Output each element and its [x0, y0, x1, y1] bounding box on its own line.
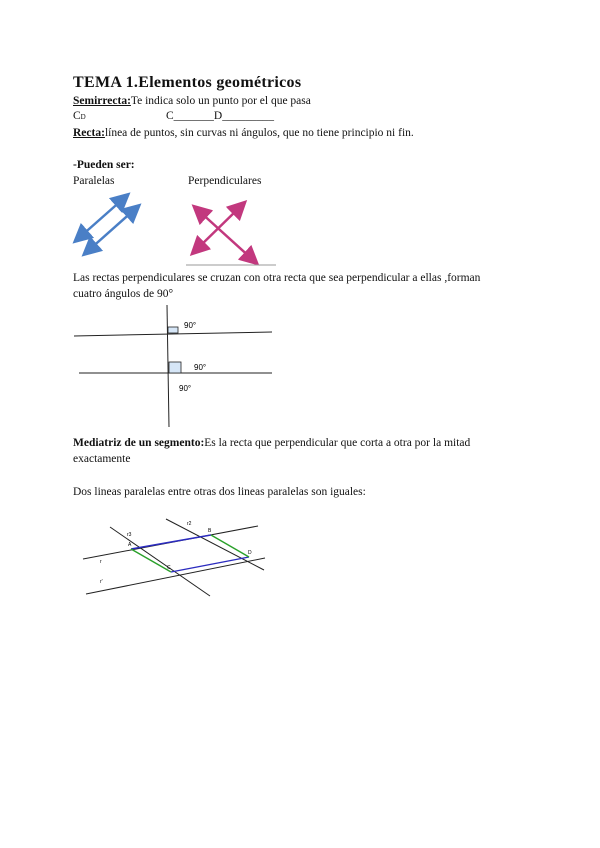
mediatriz-text: Es la recta que perpendicular que corta a otra por la mitad	[204, 437, 471, 449]
line-r2-label: r2	[187, 521, 192, 527]
paralelas-label: Paralelas	[73, 175, 115, 187]
green-segment-bd	[211, 535, 249, 557]
angle-label-3: 90°	[179, 384, 192, 393]
perpendiculares-label: Perpendiculares	[188, 175, 262, 187]
line-r3-label: r3	[127, 532, 132, 538]
c-letter: C	[73, 110, 81, 122]
dos-lineas-text: Dos lineas paralelas entre otras dos lineas paralelas son iguales:	[73, 486, 366, 498]
point-b-label: B	[208, 528, 212, 534]
segment-cd-line: C_______D_________	[166, 110, 274, 122]
d-subscript: D	[80, 113, 86, 121]
line-r-prime	[86, 558, 265, 594]
semirrecta-text: Te indica solo un punto por el que pasa	[130, 95, 311, 107]
mediatriz-label: Mediatriz de un segmento:	[73, 437, 205, 449]
mediatriz-text-2: exactamente	[73, 453, 131, 465]
point-d-label: D	[248, 550, 252, 556]
pueden-ser-heading: -Pueden ser:	[73, 159, 135, 171]
point-c-label: C	[167, 565, 171, 571]
point-a-label: A	[128, 542, 132, 548]
angle-label-2: 90°	[194, 363, 207, 372]
semirrecta-label: Semirrecta:	[73, 95, 131, 107]
page-title: TEMA 1.Elementos geométricos	[73, 74, 302, 91]
perpendiculares-text-2: cuatro ángulos de 90°	[73, 288, 174, 300]
line-r2	[166, 519, 264, 570]
blue-segment-ab	[131, 535, 211, 549]
recta-label: Recta:	[73, 127, 105, 139]
angle-label-1: 90°	[184, 321, 197, 330]
recta-text: línea de puntos, sin curvas ni ángulos, que no tiene principio ni fin.	[104, 127, 414, 139]
green-segment-ac	[131, 549, 171, 572]
line-r-prime-label: r'	[100, 579, 103, 585]
line-r-label: r	[100, 559, 102, 565]
blue-segment-cd	[171, 557, 249, 572]
perpendiculares-text-1: Las rectas perpendiculares se cruzan con otra recta que sea perpendicular a ellas ,forman	[73, 272, 481, 284]
